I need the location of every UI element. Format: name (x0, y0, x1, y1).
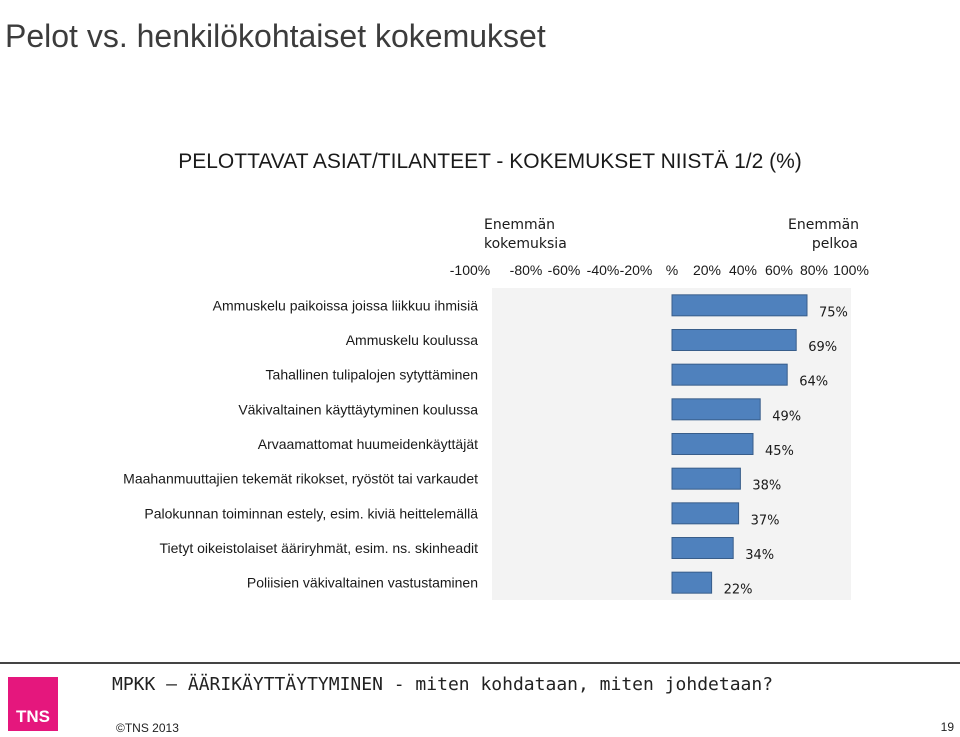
x-tick-label: 20% (692, 262, 722, 278)
value-label: 45% (765, 444, 794, 459)
x-tick-label: -60% (547, 262, 581, 278)
category-label: Poliisien väkivaltainen vastustaminen (246, 574, 478, 591)
x-tick-label: 60% (764, 262, 794, 278)
copyright: ©TNS 2013 (116, 721, 179, 735)
x-tick-label: % (665, 262, 679, 278)
value-label: 64% (799, 374, 829, 390)
page-number: 19 (940, 720, 954, 734)
bar (672, 503, 739, 524)
bar (672, 434, 753, 455)
value-label: 34% (745, 548, 775, 563)
chart-title: PELOTTAVAT ASIAT/TILANTEET - KOKEMUKSET NIISTÄ 1/2 (%) (178, 150, 802, 173)
bar (672, 330, 796, 351)
legend-left-text: Enemmän kokemuksia (484, 217, 567, 252)
x-tick-label: 80% (799, 262, 829, 278)
value-label: 75% (819, 305, 848, 321)
x-tick-label: -100% (449, 262, 491, 278)
x-tick-label: 40% (728, 262, 758, 278)
category-label: Ammuskelu paikoissa joissa liikkuu ihmisiä (212, 297, 478, 314)
slide-title: Pelot vs. henkilökohtaiset kokemukset (5, 18, 546, 54)
category-label: Tahallinen tulipalojen sytyttäminen (265, 366, 478, 383)
value-label: 22% (723, 582, 753, 598)
bar (672, 295, 807, 316)
category-label: Maahanmuuttajien tekemät rikokset, ryöstöt tai varkaudet (123, 470, 478, 487)
category-label: Väkivaltainen käyttäytyminen koulussa (238, 401, 478, 418)
x-tick-label: -40% (586, 262, 620, 278)
legend-right-text: Enemmän pelkoa (788, 217, 860, 252)
category-label: Ammuskelu koulussa (345, 332, 478, 348)
category-label: Arvaamattomat huumeidenkäyttäjät (257, 436, 478, 452)
bar (672, 538, 733, 559)
bar (672, 364, 787, 385)
bar (672, 572, 712, 593)
x-tick-label: 100% (833, 262, 869, 278)
footer-text: MPKK – ÄÄRIKÄYTTÄYTYMINEN - miten kohdataan, miten johdetaan? (112, 674, 774, 695)
value-label: 69% (808, 340, 838, 355)
x-tick-label: -20% (619, 262, 653, 278)
category-label: Tietyt oikeistolaiset ääriryhmät, esim. ns. skinheadit (159, 540, 478, 556)
x-tick-label: -80% (509, 262, 543, 278)
category-label: Palokunnan toiminnan estely, esim. kiviä heittelemällä (144, 505, 478, 522)
value-label: 38% (752, 478, 782, 494)
bar (672, 468, 740, 489)
footer-divider (0, 662, 960, 664)
tns-logo: TNS (8, 677, 58, 731)
value-label: 37% (750, 513, 780, 529)
value-label: 49% (772, 409, 802, 425)
bar (672, 399, 760, 420)
